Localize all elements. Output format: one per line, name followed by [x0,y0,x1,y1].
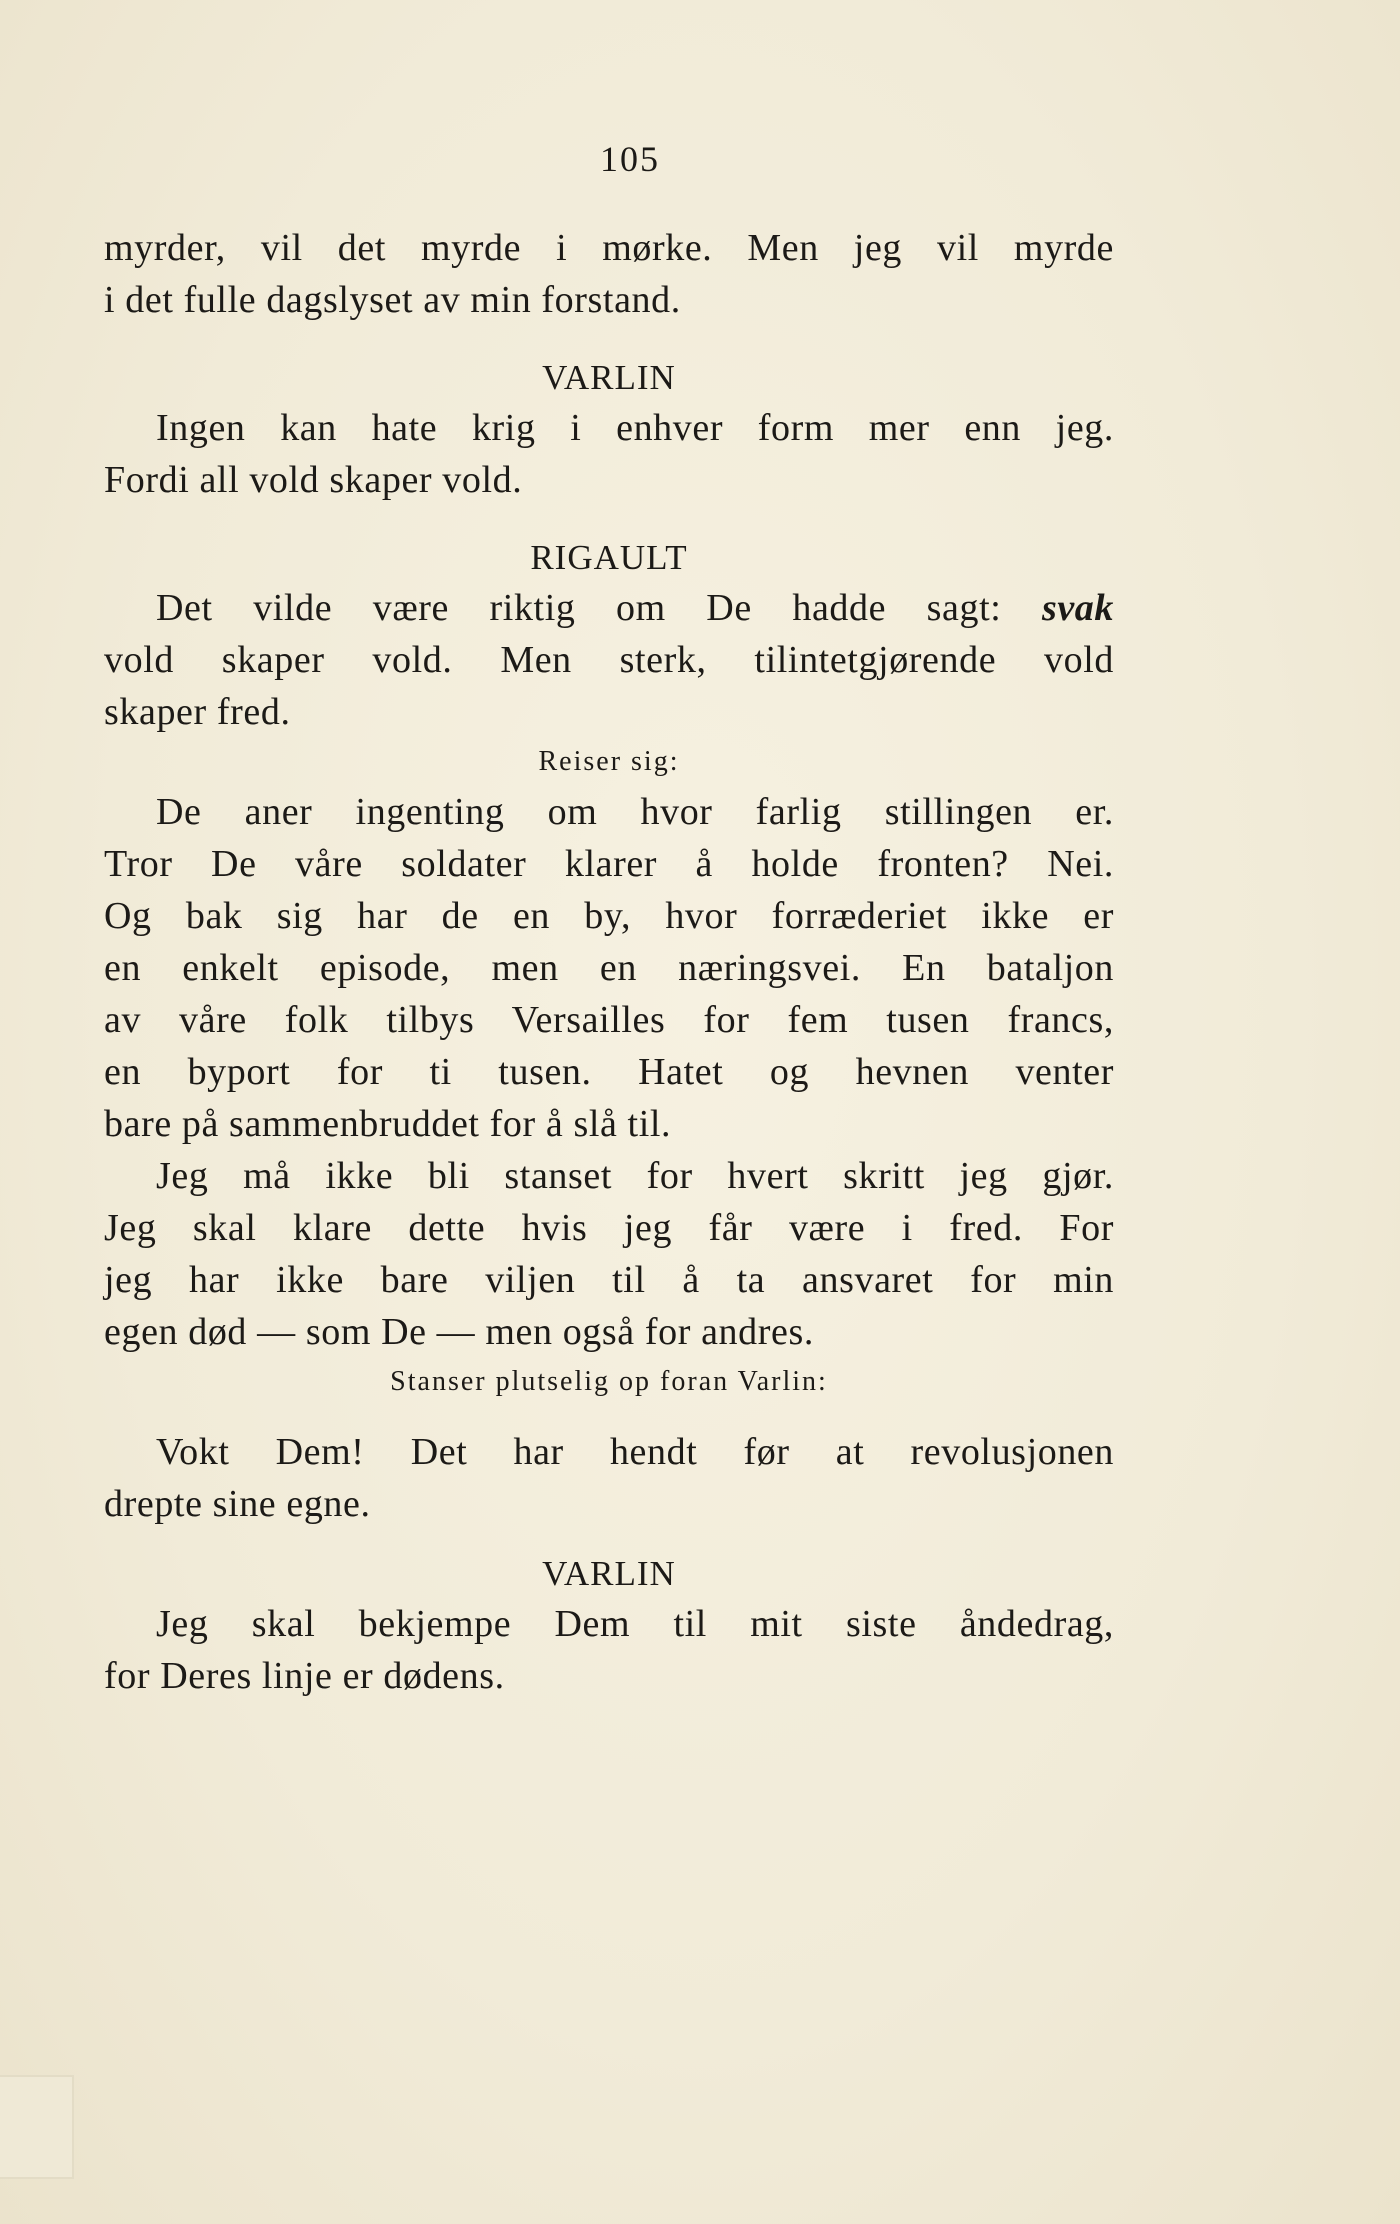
speaker-name: VARLIN [542,1554,676,1593]
text-line: bare på sammenbruddet for å slå til. [104,1103,672,1145]
text-line: drepte sine egne. [104,1483,371,1525]
text-line: skaper fred. [104,691,291,733]
speech-varlin-2 [104,1550,1114,1702]
text-line: vold skaper vold. Men sterk, tilintetgjørende vold [104,639,1114,681]
speech-varlin-1 [104,354,1114,506]
paragraph [104,1150,1114,1358]
text-line: Ingen kan hate krig i enhver form mer enn jeg. [156,407,1114,449]
text-line: Jeg skal klare dette hvis jeg får være i fred. For [104,1207,1114,1249]
paragraph-opening [104,222,1114,326]
text-line: myrder, vil det myrde i mørke. Men jeg vil myrde [104,227,1114,269]
page-edge-mark [0,2075,74,2179]
text-line: Jeg skal bekjempe Dem til mit siste åndedrag, [156,1603,1114,1645]
text-line: for Deres linje er dødens. [104,1655,505,1697]
text-line: Fordi all vold skaper vold. [104,459,523,501]
text-line: en enkelt episode, men en næringsvei. En bataljon [104,947,1114,989]
emphasized-word: svak [1041,587,1114,629]
speaker-name: VARLIN [542,358,676,397]
paragraph [104,786,1114,1150]
text-line: Vokt Dem! Det har hendt før at revolusjonen [156,1431,1114,1473]
text-line: en byport for ti tusen. Hatet og hevnen venter [104,1051,1114,1093]
text-line: jeg har ikke bare viljen til å ta ansvaret for min [104,1259,1114,1301]
paragraph [104,1426,1114,1530]
stage-direction: Stanser plutselig op foran Varlin: [390,1366,828,1397]
text-line: De aner ingenting om hvor farlig stillingen er. [156,791,1114,833]
text-line-start: Det vilde være riktig om De hadde sagt: [156,587,1002,629]
page-number: 105 [600,139,660,179]
speech-rigault [104,534,1114,1530]
text-line [104,582,1114,634]
text-line: i det fulle dagslyset av min forstand. [104,279,681,321]
text-line: egen død — som De — men også for andres. [104,1311,814,1353]
text-line: av våre folk tilbys Versailles for fem tusen francs, [104,999,1114,1041]
text-line: Jeg må ikke bli stanset for hvert skritt jeg gjør. [156,1155,1114,1197]
text-line: Og bak sig har de en by, hvor forræderiet ikke er [104,895,1114,937]
stage-direction: Reiser sig: [538,746,680,777]
text-line: Tror De våre soldater klarer å holde fronten? Nei. [104,843,1114,885]
play-text [104,222,1114,1702]
speaker-name: RIGAULT [530,538,688,577]
